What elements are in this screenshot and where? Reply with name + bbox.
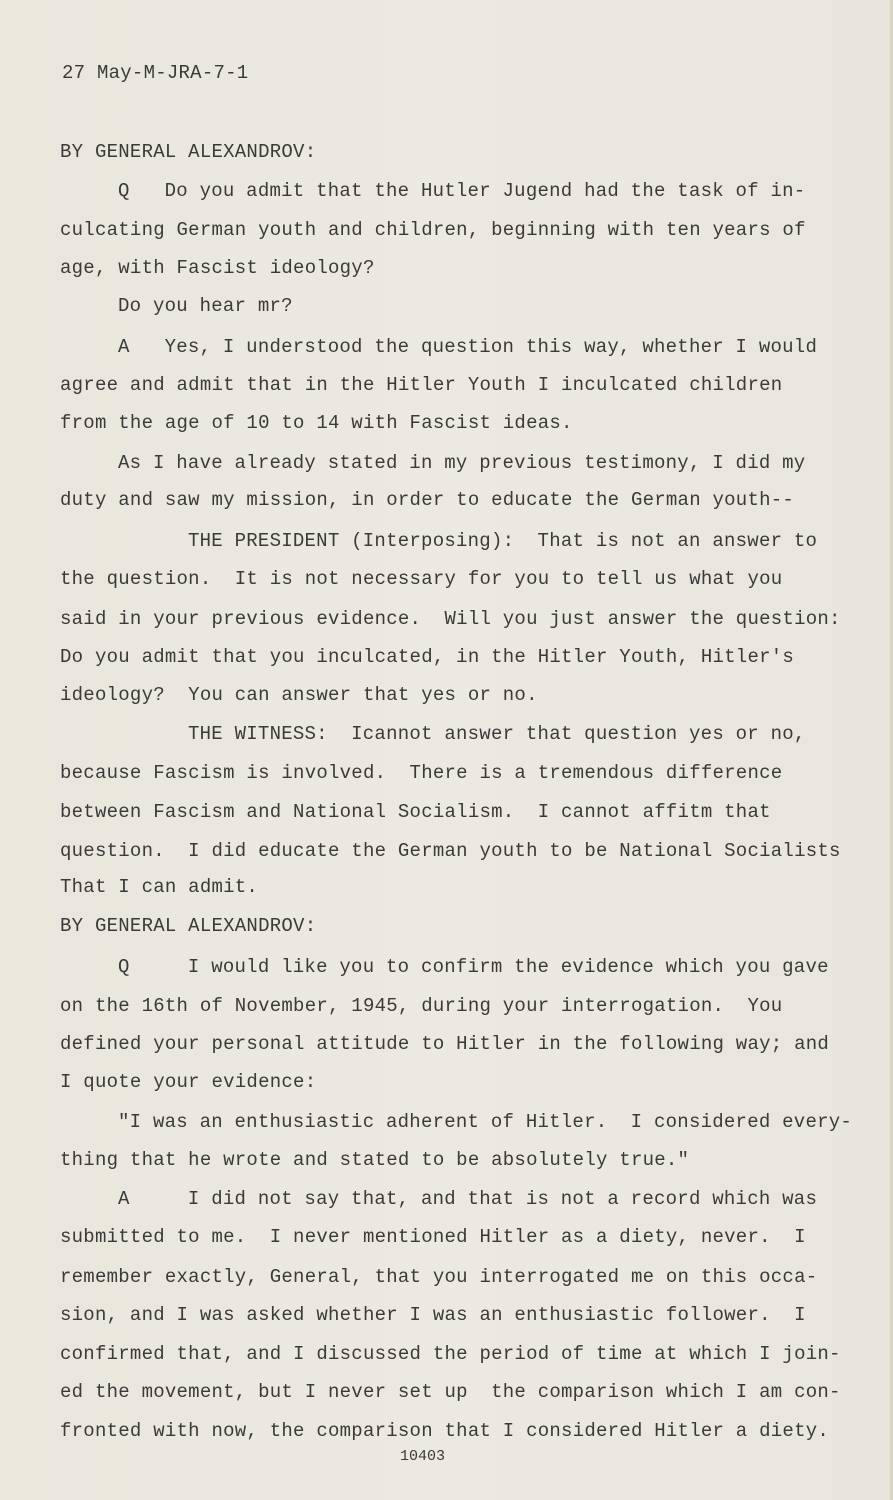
page-number: 10403 — [400, 1448, 446, 1465]
text-line: remember exactly, General, that you interrogated me on this occa- — [60, 1266, 818, 1288]
text-line: between Fascism and National Socialism. I cannot affitm that — [60, 801, 771, 823]
text-line: I quote your evidence: — [60, 1071, 317, 1093]
text-line: sion, and I was asked whether I was an enthusiastic follower. I — [60, 1304, 806, 1326]
text-line: because Fascism is involved. There is a tremendous difference — [60, 762, 783, 784]
text-line: THE PRESIDENT (Interposing): That is not an answer to — [188, 530, 818, 552]
text-line: fronted with now, the comparison that I considered Hitler a diety. — [60, 1420, 830, 1442]
quoted-line: thing that he wrote and stated to be absolutely true." — [60, 1149, 690, 1171]
text-line: Q I would like you to confirm the evidence which you gave — [118, 956, 829, 978]
text-line: submitted to me. I never mentioned Hitler as a diety, never. I — [60, 1226, 806, 1248]
text-line: from the age of 10 to 14 with Fascist ideas. — [60, 412, 573, 434]
text-line: age, with Fascist ideology? — [60, 257, 375, 279]
text-line: ed the movement, but I never set up the comparison which I am con- — [60, 1381, 841, 1403]
text-line: the question. It is not necessary for you to tell us what you — [60, 568, 783, 590]
quoted-line: "I was an enthusiastic adherent of Hitler. I considered every- — [118, 1111, 853, 1133]
text-line: defined your personal attitude to Hitler in the following way; and — [60, 1033, 830, 1055]
text-line: As I have already stated in my previous testimony, I did my — [118, 452, 806, 474]
text-line: ideology? You can answer that yes or no. — [60, 684, 538, 706]
document-header: 27 May-M-JRA-7-1 — [62, 62, 249, 84]
text-line: agree and admit that in the Hitler Youth I inculcated children — [60, 374, 783, 396]
text-line: Q Do you admit that the Hutler Jugend had the task of in- — [118, 180, 806, 202]
text-line: duty and saw my mission, in order to educate the German youth-- — [60, 489, 795, 511]
section-heading: BY GENERAL ALEXANDROV: — [60, 915, 317, 937]
text-line: A Yes, I understood the question this way, whether I would — [118, 336, 818, 358]
text-line: That I can admit. — [60, 876, 259, 898]
text-line: question. I did educate the German youth to be National Socialists — [60, 840, 841, 862]
text-line: confirmed that, and I discussed the period of time at which I join- — [60, 1343, 841, 1365]
text-line: A I did not say that, and that is not a record which was — [118, 1188, 818, 1210]
section-heading: BY GENERAL ALEXANDROV: — [60, 141, 317, 163]
text-line: Do you admit that you inculcated, in the Hitler Youth, Hitler's — [60, 646, 795, 668]
text-line: culcating German youth and children, beginning with ten years of — [60, 219, 806, 241]
text-line: THE WITNESS: Icannot answer that question yes or no, — [188, 723, 806, 745]
text-line: Do you hear mr? — [118, 295, 293, 317]
text-line: said in your previous evidence. Will you just answer the question: — [60, 608, 841, 630]
text-line: on the 16th of November, 1945, during your interrogation. You — [60, 995, 783, 1017]
